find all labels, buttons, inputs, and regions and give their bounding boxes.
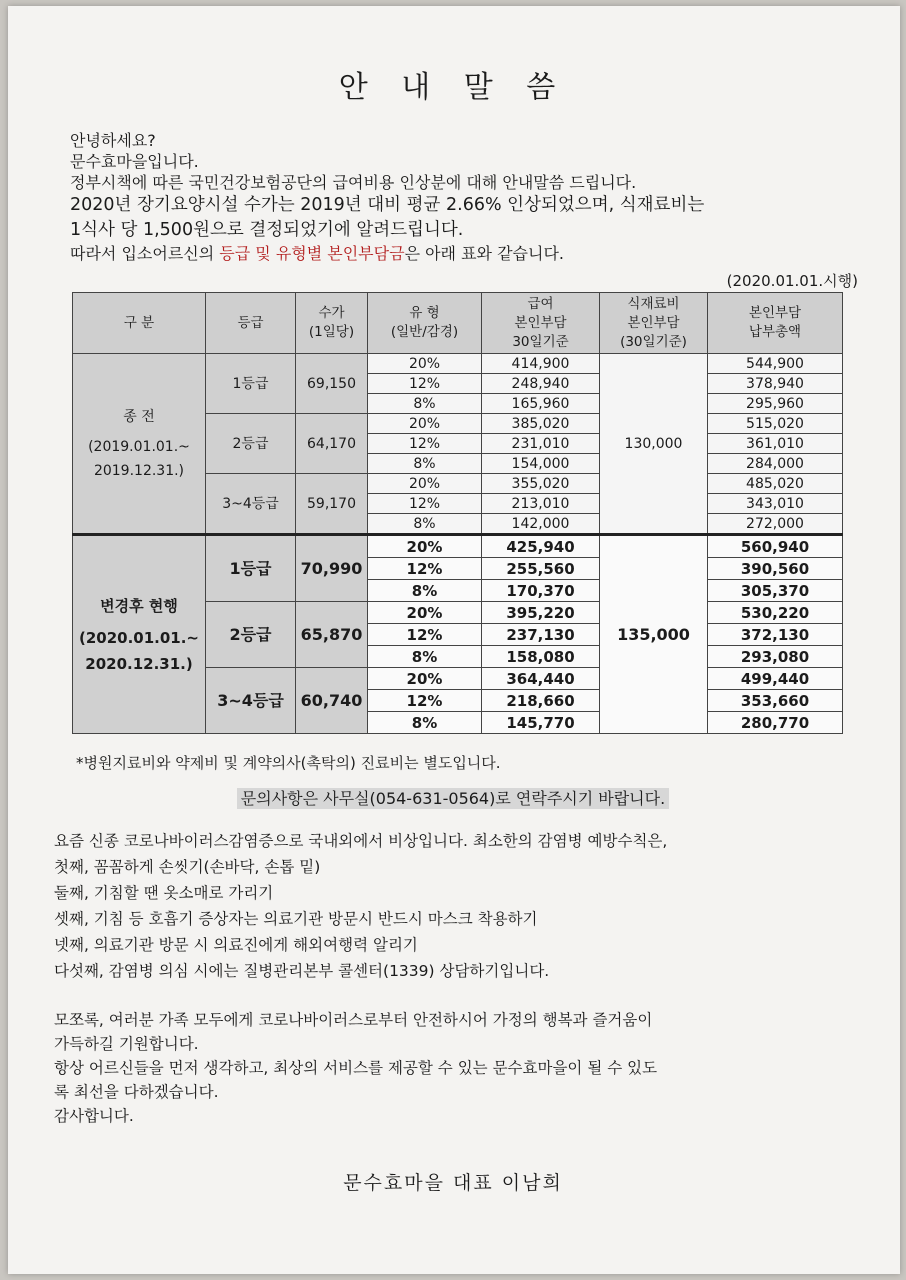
corona-guidelines <box>54 828 874 984</box>
benefit-cell: 213,010 <box>482 494 600 514</box>
header-type: 유 형 (일반/감경) <box>368 293 482 354</box>
total-cell: 544,900 <box>708 354 843 374</box>
type-cell: 8% <box>368 454 482 474</box>
grade-cell: 1등급 <box>206 535 296 602</box>
table-row <box>73 354 843 374</box>
total-cell: 560,940 <box>708 535 843 558</box>
intro-line: 1식사 당 1,500원으로 결정되었기에 알려드립니다. <box>70 220 464 240</box>
closing-line: 가득하길 기원합니다. <box>54 1035 199 1053</box>
page-title: 안 내 말 씀 <box>338 70 568 105</box>
table-row <box>73 535 843 558</box>
header-division: 구 분 <box>73 293 206 354</box>
benefit-cell: 385,020 <box>482 414 600 434</box>
fee-table <box>72 292 843 734</box>
intro-line: 2020년 장기요양시설 수가는 2019년 대비 평균 2.66% 인상되었으며, 식재료비는 <box>70 195 705 215</box>
total-cell: 293,080 <box>708 646 843 668</box>
closing-line: 모쪼록, 여러분 가족 모두에게 코로나바이러스로부터 안전하시어 가정의 행복과 즐거움이 <box>54 1011 653 1029</box>
benefit-cell: 395,220 <box>482 602 600 624</box>
type-cell: 20% <box>368 414 482 434</box>
total-cell: 272,000 <box>708 514 843 535</box>
guideline-line: 셋째, 기침 등 호흡기 증상자는 의료기관 방문시 반드시 마스크 착용하기 <box>54 910 538 928</box>
division-period: (2020.01.01.~ 2020.12.31.) <box>78 628 199 673</box>
benefit-cell: 218,660 <box>482 690 600 712</box>
intro-text: 은 아래 표와 같습니다. <box>404 244 565 263</box>
total-cell: 361,010 <box>708 434 843 454</box>
guideline-line: 첫째, 꼼꼼하게 손씻기(손바닥, 손톱 밑) <box>54 858 321 876</box>
highlight-text: 등급 및 유형별 본인부담금 <box>219 244 405 263</box>
closing-line: 항상 어르신들을 먼저 생각하고, 최상의 서비스를 제공할 수 있는 문수효마을이 될 수 있도 <box>54 1059 658 1077</box>
fee-cell: 69,150 <box>296 354 368 414</box>
header-fee: 수가 (1일당) <box>296 293 368 354</box>
benefit-cell: 425,940 <box>482 535 600 558</box>
header-benefit: 급여 본인부담 30일기준 <box>482 293 600 354</box>
benefit-cell: 364,440 <box>482 668 600 690</box>
type-cell: 20% <box>368 535 482 558</box>
effective-date: (2020.01.01.시행) <box>726 272 858 290</box>
benefit-cell: 355,020 <box>482 474 600 494</box>
division-label: 종 전 <box>123 408 155 425</box>
fee-cell: 59,170 <box>296 474 368 535</box>
new-fee-section <box>73 535 843 734</box>
contact-line <box>0 786 906 809</box>
type-cell: 20% <box>368 602 482 624</box>
benefit-cell: 165,960 <box>482 394 600 414</box>
total-cell: 530,220 <box>708 602 843 624</box>
contact-text: 문의사항은 사무실(054-631-0564)로 연락주시기 바랍니다. <box>237 788 669 809</box>
total-cell: 485,020 <box>708 474 843 494</box>
guideline-line: 둘째, 기침할 땐 옷소매로 가리기 <box>54 884 274 902</box>
benefit-cell: 158,080 <box>482 646 600 668</box>
header-grade: 등급 <box>206 293 296 354</box>
benefit-cell: 170,370 <box>482 580 600 602</box>
grade-cell: 1등급 <box>206 354 296 414</box>
header-food: 식재료비 본인부담 (30일기준) <box>600 293 708 354</box>
fee-cell: 60,740 <box>296 668 368 734</box>
type-cell: 20% <box>368 354 482 374</box>
signature: 문수효마을 대표 이남희 <box>343 1172 563 1194</box>
total-cell: 305,370 <box>708 580 843 602</box>
fee-cell: 64,170 <box>296 414 368 474</box>
type-cell: 12% <box>368 624 482 646</box>
division-cell <box>73 354 206 535</box>
total-cell: 378,940 <box>708 374 843 394</box>
type-cell: 20% <box>368 668 482 690</box>
total-cell: 280,770 <box>708 712 843 734</box>
food-cost-cell: 130,000 <box>600 354 708 535</box>
division-label: 변경후 현행 <box>100 596 178 615</box>
type-cell: 12% <box>368 494 482 514</box>
fee-cell: 65,870 <box>296 602 368 668</box>
note-text: *병원지료비와 약제비 및 계약의사(촉탁의) 진료비는 별도입니다. <box>76 754 501 772</box>
old-fee-section <box>73 354 843 535</box>
benefit-cell: 248,940 <box>482 374 600 394</box>
type-cell: 12% <box>368 374 482 394</box>
total-cell: 390,560 <box>708 558 843 580</box>
intro-paragraph <box>70 130 870 264</box>
benefit-cell: 237,130 <box>482 624 600 646</box>
intro-text: 따라서 입소어르신의 <box>70 244 220 263</box>
intro-line <box>70 243 870 264</box>
header-total: 본인부담 납부총액 <box>708 293 843 354</box>
total-cell: 372,130 <box>708 624 843 646</box>
division-period: (2019.01.01.~ 2019.12.31.) <box>88 438 190 479</box>
grade-cell: 2등급 <box>206 602 296 668</box>
type-cell: 12% <box>368 558 482 580</box>
guideline-line: 넷째, 의료기관 방문 시 의료진에게 해외여행력 알리기 <box>54 936 418 954</box>
fee-cell: 70,990 <box>296 535 368 602</box>
food-cost-cell: 135,000 <box>600 535 708 734</box>
division-cell <box>73 535 206 734</box>
closing-line: 감사합니다. <box>54 1107 134 1125</box>
benefit-cell: 231,010 <box>482 434 600 454</box>
type-cell: 12% <box>368 690 482 712</box>
intro-line: 안녕하세요? <box>70 131 156 150</box>
total-cell: 353,660 <box>708 690 843 712</box>
benefit-cell: 414,900 <box>482 354 600 374</box>
type-cell: 8% <box>368 514 482 535</box>
type-cell: 8% <box>368 646 482 668</box>
type-cell: 8% <box>368 580 482 602</box>
total-cell: 499,440 <box>708 668 843 690</box>
grade-cell: 3~4등급 <box>206 668 296 734</box>
type-cell: 20% <box>368 474 482 494</box>
benefit-cell: 255,560 <box>482 558 600 580</box>
type-cell: 12% <box>368 434 482 454</box>
total-cell: 343,010 <box>708 494 843 514</box>
grade-cell: 3~4등급 <box>206 474 296 535</box>
benefit-cell: 154,000 <box>482 454 600 474</box>
benefit-cell: 142,000 <box>482 514 600 535</box>
guideline-line: 요즘 신종 코로나바이러스감염증으로 국내외에서 비상입니다. 최소한의 감염병 예방수칙은, <box>54 832 668 850</box>
total-cell: 284,000 <box>708 454 843 474</box>
total-cell: 515,020 <box>708 414 843 434</box>
grade-cell: 2등급 <box>206 414 296 474</box>
intro-line: 문수효마을입니다. <box>70 152 199 171</box>
intro-line: 정부시책에 따른 국민건강보험공단의 급여비용 인상분에 대해 안내말씀 드립니다. <box>70 173 637 192</box>
closing-line: 록 최선을 다하겠습니다. <box>54 1083 219 1101</box>
total-cell: 295,960 <box>708 394 843 414</box>
guideline-line: 다섯째, 감염병 의심 시에는 질병관리본부 콜센터(1339) 상담하기입니다. <box>54 962 550 980</box>
type-cell: 8% <box>368 394 482 414</box>
closing-paragraph <box>54 1008 876 1128</box>
table-header-row <box>73 293 843 354</box>
type-cell: 8% <box>368 712 482 734</box>
benefit-cell: 145,770 <box>482 712 600 734</box>
